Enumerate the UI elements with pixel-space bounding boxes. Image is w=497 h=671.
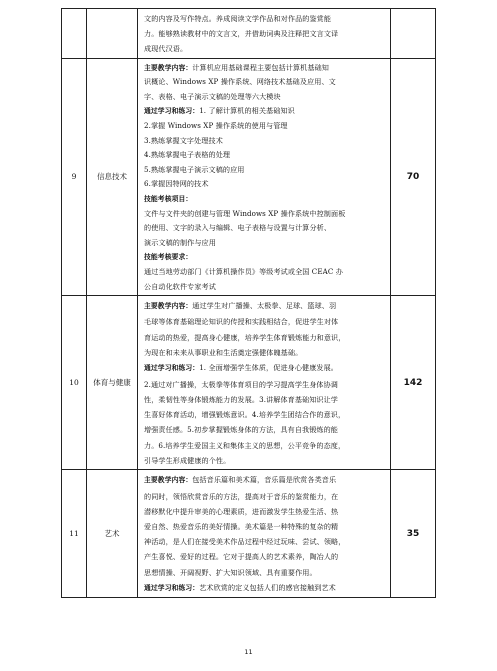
description-line [144,75,386,90]
description-text: 艺术欣赏的定义包括人们的感官接触到艺术 [199,582,336,592]
description-text: 产生喜悦、爱好的过程。它对于提高人的艺术素养，陶冶人的 [144,552,339,562]
description-line [144,407,386,422]
description-text: 爱自然、热爱音乐的美好情操。美术篇是一种特殊的复杂的精 [144,521,339,531]
description-line [144,119,386,134]
description-line [144,148,386,163]
page-number: 11 [244,648,253,656]
description-line [144,61,386,76]
course-description [138,296,391,470]
description-text: 通过当地劳动部门《计算机操作员》等级考试或全国 CEAC 办 [144,266,343,276]
description-line [144,534,386,549]
description-text: 性，柔韧性等身体锻炼能力的发展。3.讲解体育基础知识让学 [144,394,339,404]
description-text: 1. 了解计算机的相关基础知识 [199,106,295,116]
description-text: 公自动化软件专家考试 [144,281,216,291]
description-line [144,250,386,265]
description-line [144,90,386,105]
description-line [144,221,386,236]
section-heading: 主要教学内容： [144,63,193,72]
description-line [144,345,386,360]
description-line [144,489,386,504]
description-text: 计算机应用基础课程主要包括计算机基础知 [192,62,329,72]
description-line [144,298,386,314]
description-line [144,207,386,222]
description-text: 演示文稿的制作与应用 [144,237,216,247]
section-heading: 主要教学内容： [144,476,193,485]
description-text: 文件与文件夹的创建与管理 Windows XP 操作系统中控制面板 [144,208,346,218]
description-line [144,565,386,580]
description-text: 4.熟练掌握电子表格的处理 [144,150,231,160]
description-line [144,392,386,407]
description-line [144,549,386,564]
course-name: 艺术 [87,470,138,598]
description-text: 文的内容及写作特点。养成阅读文学作品和对作品的鉴赏能 [144,14,332,23]
description-line [144,360,386,376]
description-line [144,192,386,207]
description-text: 的同时，领悟欣赏音乐的方法，提高对于音乐的鉴赏能力，在 [144,491,339,501]
description-text: 6.掌握因特网的技术 [144,179,209,189]
description-line [144,11,386,26]
description-text: 识概论、Windows XP 操作系统、网络技术基础及应用、文 [144,77,336,87]
description-text: 1. 全面增强学生体质，促进身心健康发展。 [199,363,338,373]
description-line [144,580,386,596]
course-description [138,9,391,59]
course-description [138,470,391,598]
description-line [144,330,386,345]
description-line [144,453,386,468]
section-heading: 技能考核要求： [144,253,193,262]
description-text: 包括音乐篇和美术篇，音乐篇是欣赏各类音乐 [192,475,337,485]
course-row-physical-education [62,296,436,470]
course-number: 9 [62,58,87,296]
description-line [144,280,386,295]
course-row-information-technology [62,58,436,296]
description-line [144,472,386,488]
description-text: 2.通过对广播操，太极拳等体育项目的学习提高学生身体协调 [144,379,339,389]
course-hours: 142 [391,296,436,470]
description-line [144,236,386,251]
description-text: 神活动，是人们在接受美术作品过程中经过玩味、尝试、领略， [144,537,346,547]
course-number: 11 [62,470,87,598]
description-line [144,177,386,192]
description-text: 增强责任感。5.初步掌握锻炼身体的方法，具有自我锻炼的能 [144,425,339,435]
course-name [87,9,138,59]
description-text: 力。6.培养学生爱国主义和集体主义的思想，公平竞争的态度， [144,440,346,450]
description-line [144,422,386,437]
section-heading: 通过学习和练习： [144,583,200,592]
course-hours: 70 [391,58,436,296]
description-text: 引导学生形成健康的个性。 [144,456,231,466]
section-heading: 主要教学内容： [144,302,193,311]
description-text: 2.掌握 Windows XP 操作系统的使用与管理 [144,120,288,130]
section-heading: 通过学习和练习： [144,107,200,116]
description-text: 为现在和未来从事职业和生活奠定强健体魄基础。 [144,348,303,357]
description-text: 生喜好体育活动，增强锻炼意识。4.培养学生团结合作的意识， [144,410,346,420]
description-text: 力。能够熟读教材中的文言文，并借助词典及注释把文言文译 [144,29,339,39]
description-text: 3.熟练掌握文字处理技术 [144,135,223,145]
description-text: 毛球等体育基础理论知识的传授和实践相结合，促进学生对体 [144,317,339,327]
description-text: 成现代汉语。 [144,44,188,54]
course-name: 体育与健康 [87,296,138,470]
course-row-art [62,470,436,598]
description-line [144,163,386,178]
description-text: 5.熟练掌握电子演示文稿的应用 [144,164,245,174]
description-line [144,377,386,392]
description-line [144,26,386,41]
course-row-continuation [62,9,436,59]
description-text: 通过学生对广播操、太极拳、足球、篮球、羽 [192,301,337,311]
description-text: 潜移默化中提升审美的心理素质，进而激发学生热爱生活、热 [144,506,339,516]
description-line [144,265,386,280]
section-heading: 技能考核项目： [144,194,193,203]
description-text: 育运动的热爱，提高身心健康，培养学生体育锻炼能力和意识， [144,332,346,342]
description-text: 思想情操、开阔视野、扩大知识领域、具有重要作用。 [144,567,317,577]
course-name: 信息技术 [87,58,138,296]
description-line [144,314,386,329]
course-hours: 35 [391,470,436,598]
course-description [138,58,391,296]
description-line [144,504,386,519]
description-line [144,104,386,119]
course-number [62,9,87,59]
description-line [144,438,386,453]
description-text: 的使用、文字的录入与编辑、电子表格与设置与计算分析、 [144,223,332,233]
description-line [144,41,386,56]
description-line [144,134,386,149]
curriculum-table [61,8,436,598]
course-number: 10 [62,296,87,470]
description-line [144,519,386,534]
description-text: 字、表格、电子演示文稿的处理等六大模块 [144,91,281,101]
course-hours [391,9,436,59]
section-heading: 通过学习和练习： [144,364,200,373]
